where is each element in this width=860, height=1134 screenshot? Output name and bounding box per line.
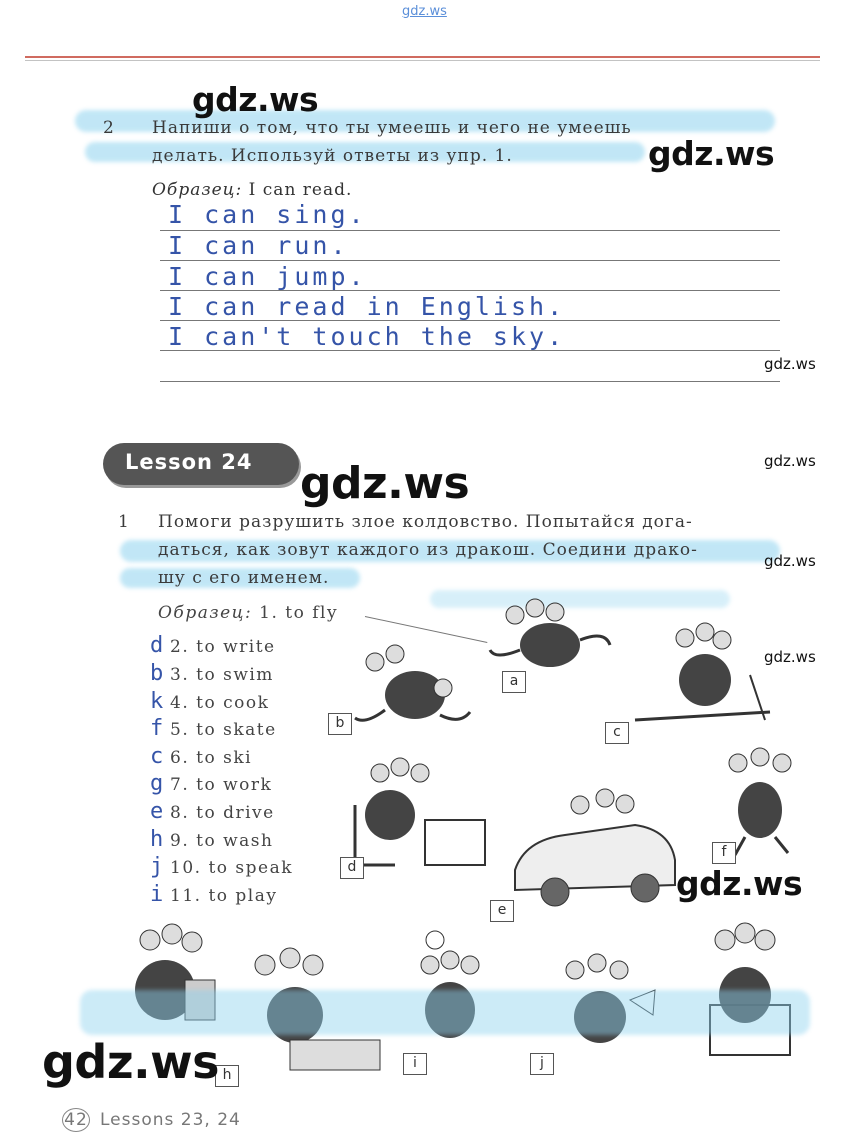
example-text: I can read. (248, 180, 353, 200)
answer-rule (160, 260, 780, 261)
watermark-link[interactable]: gdz.ws (402, 4, 447, 19)
item-text: 9. to wash (170, 831, 274, 851)
watermark-big: gdz.ws (300, 458, 470, 509)
page-top-rule-shadow (25, 60, 820, 61)
item-text: 5. to skate (170, 720, 277, 740)
connector-line (365, 616, 487, 643)
list-item (150, 661, 274, 687)
page-footer (62, 1108, 241, 1132)
dragon-illustration-e (505, 780, 685, 915)
page-top-rule (25, 56, 820, 58)
task-instruction-line: делать. Используй ответы из упр. 1. (152, 146, 513, 166)
lesson-title: Lesson 24 (125, 450, 253, 474)
task-number: 1 (118, 512, 130, 532)
handwritten-answer: I can read in English. (168, 292, 566, 321)
list-item (150, 854, 293, 880)
handwritten-answer: I can run. (168, 231, 349, 260)
handwritten-answer: I can't touch the sky. (168, 322, 566, 351)
item-answer: j (150, 854, 164, 879)
example-row (152, 180, 352, 200)
highlight-smear (80, 990, 810, 1035)
item-text: 11. to play (170, 886, 278, 906)
item-answer: c (150, 744, 164, 769)
list-item (150, 827, 273, 853)
picture-label: b (328, 713, 352, 735)
task-number: 2 (103, 118, 115, 138)
picture-label: i (403, 1053, 427, 1075)
handwritten-answer: I can sing. (168, 200, 367, 229)
item-text: 2. to write (170, 637, 276, 657)
answer-rule (160, 381, 780, 382)
handwritten-answer: I can jump. (168, 262, 367, 291)
item-answer: d (150, 633, 164, 658)
watermark-big: gdz.ws (648, 134, 775, 173)
example-text: 1. to fly (259, 603, 339, 623)
list-item (150, 771, 272, 797)
watermark-big: gdz.ws (42, 1035, 219, 1089)
item-answer: h (150, 827, 164, 852)
item-text: 4. to cook (170, 693, 270, 713)
list-item (150, 882, 277, 908)
dragon-illustration-a (485, 590, 615, 680)
list-item (150, 633, 276, 659)
watermark-big: gdz.ws (192, 80, 319, 119)
list-item (150, 744, 252, 770)
dragon-illustration-b (345, 640, 475, 735)
footer-text: Lessons 23, 24 (100, 1110, 241, 1130)
item-answer: b (150, 661, 164, 686)
item-text: 8. to drive (170, 803, 275, 823)
list-item (150, 799, 275, 825)
task-instruction-line: даться, как зовут каждого из дракош. Соедини драко- (158, 540, 698, 560)
list-item (150, 716, 277, 742)
picture-label: j (530, 1053, 554, 1075)
item-answer: k (150, 689, 164, 714)
dragon-illustration-c (630, 620, 780, 730)
item-answer: e (150, 799, 164, 824)
task-instruction-line: Напиши о том, что ты умеешь и чего не умеешь (152, 118, 632, 138)
item-text: 6. to ski (170, 748, 253, 768)
watermark-small: gdz.ws (764, 355, 816, 373)
example-label: Образец: (158, 603, 253, 623)
lesson-badge (103, 443, 299, 485)
watermark-small: gdz.ws (764, 552, 816, 570)
picture-label: f (712, 842, 736, 864)
task-instruction-line: Помоги разрушить злое колдовство. Попытайся дога- (158, 512, 693, 532)
page-number: 42 (62, 1108, 90, 1132)
item-text: 3. to swim (170, 665, 274, 685)
item-text: 7. to work (170, 775, 273, 795)
example-row (158, 603, 338, 623)
task-instruction-line: шу с его именем. (158, 568, 330, 588)
picture-label: h (215, 1065, 239, 1087)
list-item (150, 689, 269, 715)
picture-label: c (605, 722, 629, 744)
dragon-illustration-d (345, 755, 490, 880)
item-text: 10. to speak (170, 858, 294, 878)
item-answer: g (150, 771, 164, 796)
item-answer: f (150, 716, 164, 741)
picture-label: e (490, 900, 514, 922)
watermark-small: gdz.ws (764, 452, 816, 470)
item-answer: i (150, 882, 164, 907)
watermark-big: gdz.ws (676, 864, 803, 903)
watermark-small: gdz.ws (764, 648, 816, 666)
picture-label: d (340, 857, 364, 879)
picture-label: a (502, 671, 526, 693)
example-label: Образец: (152, 180, 243, 200)
